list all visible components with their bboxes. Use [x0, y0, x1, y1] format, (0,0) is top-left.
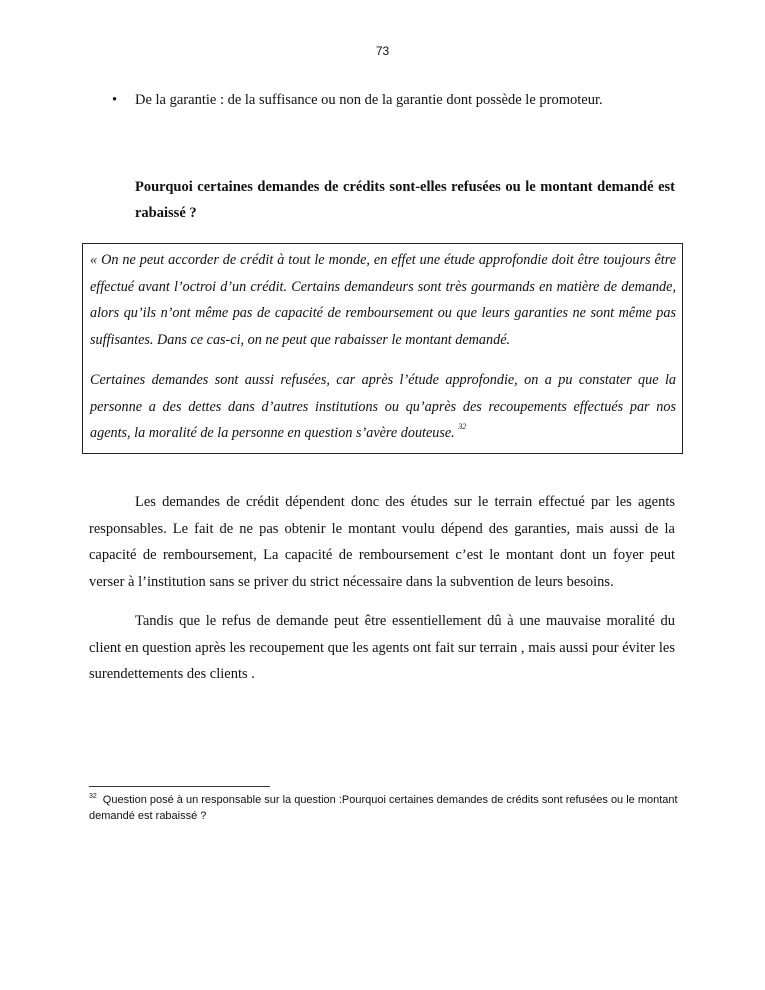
- quote-paragraph-2-text: Certaines demandes sont aussi refusées, car après l’étude approfondie, on a pu constater que la personne a des dettes dans d’autres institutions ou qu’après des recoupements effectués par nos agents, la moralité de la personne en question s’avère douteuse.: [90, 372, 676, 441]
- page-number: 73: [375, 44, 390, 58]
- bullet-text: De la garantie : de la suffisance ou non de la garantie dont possède le promoteur.: [135, 92, 603, 108]
- footnote: [89, 792, 679, 824]
- footnote-separator: [89, 786, 270, 787]
- bullet-item: [112, 90, 712, 110]
- quote-paragraph-2: [90, 367, 676, 447]
- bullet-icon: •: [112, 92, 118, 108]
- footnote-text: Question posé à un responsable sur la question :Pourquoi certaines demandes de crédits sont refusées ou le montant demandé est rabaissé ?: [89, 794, 678, 822]
- footnote-number: 32: [89, 793, 97, 800]
- footnote-reference: 32: [458, 422, 467, 431]
- interview-quote-box: [82, 243, 683, 454]
- section-question-heading: Pourquoi certaines demandes de crédits sont-elles refusées ou le montant demandé est rabaissé ?: [135, 179, 675, 221]
- body-paragraph-1: Les demandes de crédit dépendent donc des études sur le terrain effectué par les agents responsables. Le fait de ne pas obtenir le montant voulu dépend des garanties, mais aussi de la capacité de remboursement, La capacité de remboursement c’est le montant dont un foyer peut verser à l’institution sans se priver du strict nécessaire dans la subvention de leurs besoins.: [89, 494, 675, 590]
- quote-paragraph-1: « On ne peut accorder de crédit à tout le monde, en effet une étude approfondie doit être toujours être effectué avant l’octroi d’un crédit. Certains demandeurs sont très gourmands en matière de demande, alors qu’ils n’ont même pas de capacité de remboursement ou que leurs garanties ne sont même pas suffisantes. Dans ce cas-ci, on ne peut que rabaisser le montant demandé.: [90, 252, 676, 348]
- body-paragraph-2: Tandis que le refus de demande peut être essentiellement dû à une mauvaise moralité du client en question après les recoupement que les agents ont fait sur terrain , mais aussi pour éviter les surendettements des clients .: [89, 613, 675, 682]
